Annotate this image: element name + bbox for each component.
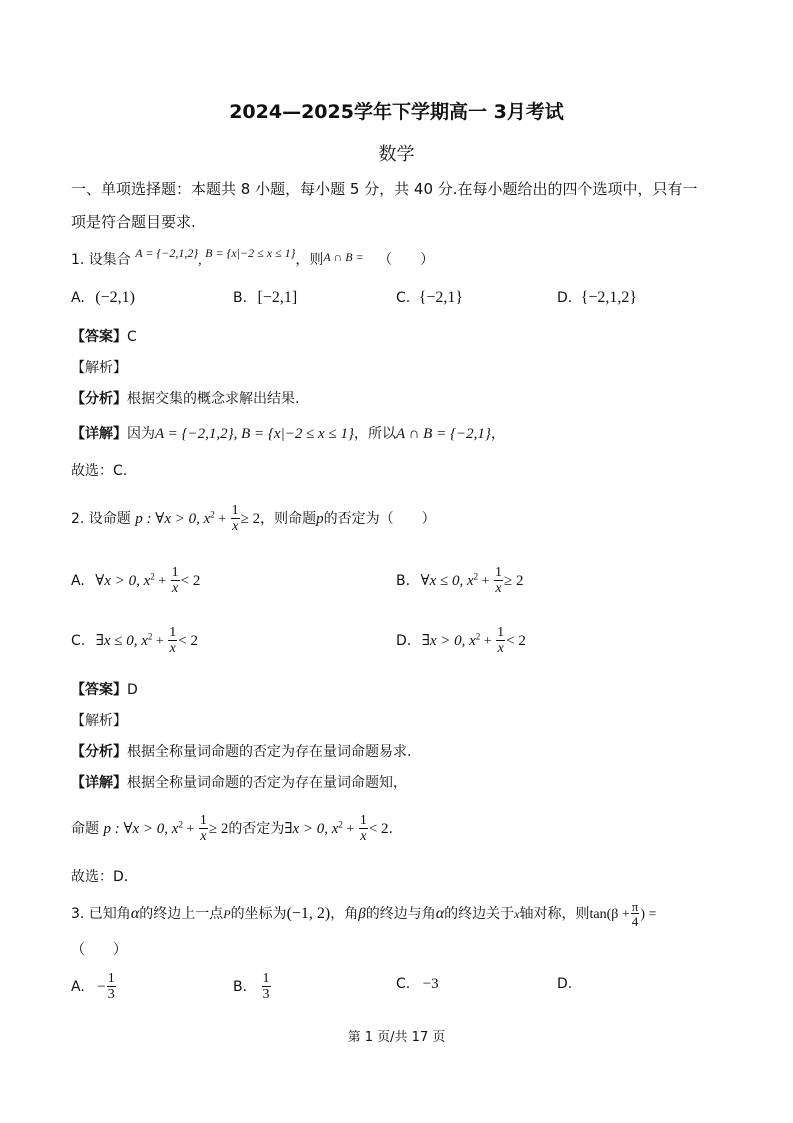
intersection-expr: A ∩ B = bbox=[323, 250, 364, 264]
exam-title: 2024—2025学年下学期高一 3月考试 bbox=[229, 101, 564, 123]
q1-choose: 故选：C. bbox=[71, 463, 128, 479]
set-b-expr: B = {x|−2 ≤ x ≤ 1} bbox=[205, 246, 296, 260]
q3-paren: （ ） bbox=[71, 942, 127, 958]
q2-choose: 故选：D． bbox=[71, 869, 138, 885]
q2-option-c[interactable]: C. ∃x ≤ 0, $x^2$ + $\frac{1}{x}$ < 2 bbox=[71, 625, 198, 656]
q1-option-b[interactable]: B. [−2,1] bbox=[233, 289, 298, 306]
question-2-stem: 2. 设命题 p : ∀x > 0, $x^2$ + $\frac{1}{x}$ ≥ 2，则命题p的否定为（ ） bbox=[71, 503, 436, 534]
question-3-stem: 3. 已知角α的终边上一点P的坐标为(−1, 2)，角β的终边与角α的终边关于x轴对称，则tan(β + $\frac{\pi}{4}$ ) = bbox=[71, 899, 657, 929]
q2-analysis-tag: 【解析】 bbox=[71, 713, 127, 729]
q2-conclusion: 命题 p : ∀x > 0, $x^2$ + $\frac{1}{x}$ ≥ 2的否定为∃x > 0, $x^2$ + $\frac{1}{x}$ < 2. bbox=[71, 813, 393, 844]
q1-analysis-tag: 【解析】 bbox=[71, 360, 127, 376]
q1-option-a[interactable]: A. (−2,1) bbox=[71, 289, 135, 306]
subject-title: 数学 bbox=[378, 144, 415, 165]
q3-option-a[interactable]: A. − $\frac{1}{3}$ bbox=[71, 971, 115, 1002]
question-1-stem: 1. 设集合 A = {−2,1,2}, B = {x|−2 ≤ x ≤ 1}，则A ∩ B = （ ） bbox=[71, 246, 435, 268]
q1-xiangjie: 【详解】因为A = {−2,1,2}, B = {x|−2 ≤ x ≤ 1}，所以A ∩ B = {−2,1}， bbox=[71, 426, 505, 442]
q2-option-b[interactable]: B. ∀x ≤ 0, $x^2$ + $\frac{1}{x}$ ≥ 2 bbox=[396, 565, 524, 596]
section-intro-line2: 项是符合题目要求. bbox=[71, 213, 196, 231]
q2-answer: 【答案】D bbox=[71, 682, 138, 698]
page-number: 第 1 页/共 17 页 bbox=[347, 1030, 446, 1045]
q1-option-c[interactable]: C. {−2,1} bbox=[396, 289, 464, 306]
q3-option-d[interactable]: D. bbox=[557, 976, 573, 992]
q2-option-d[interactable]: D. ∃x > 0, $x^2$ + $\frac{1}{x}$ < 2 bbox=[396, 625, 526, 656]
q3-option-c[interactable]: C. −3 bbox=[396, 976, 439, 992]
q1-fenxi: 【分析】根据交集的概念求解出结果. bbox=[71, 391, 300, 407]
q2-option-a[interactable]: A. ∀x > 0, $x^2$ + $\frac{1}{x}$ < 2 bbox=[71, 565, 201, 596]
q1-answer: 【答案】C bbox=[71, 329, 137, 345]
set-a-expr: A = {−2,1,2} bbox=[135, 246, 199, 260]
section-intro-line1: 一、单项选择题：本题共 8 小题，每小题 5 分，共 40 分.在每小题给出的四个选项中，只有一 bbox=[71, 180, 698, 198]
q1-option-d[interactable]: D. {−2,1,2} bbox=[557, 289, 638, 306]
q3-option-b[interactable]: B. $\frac{1}{3}$ bbox=[233, 971, 270, 1002]
q2-xiangjie: 【详解】根据全称量词命题的否定为存在量词命题知， bbox=[71, 775, 407, 791]
q2-fenxi: 【分析】根据全称量词命题的否定为存在量词命题易求. bbox=[71, 744, 412, 760]
